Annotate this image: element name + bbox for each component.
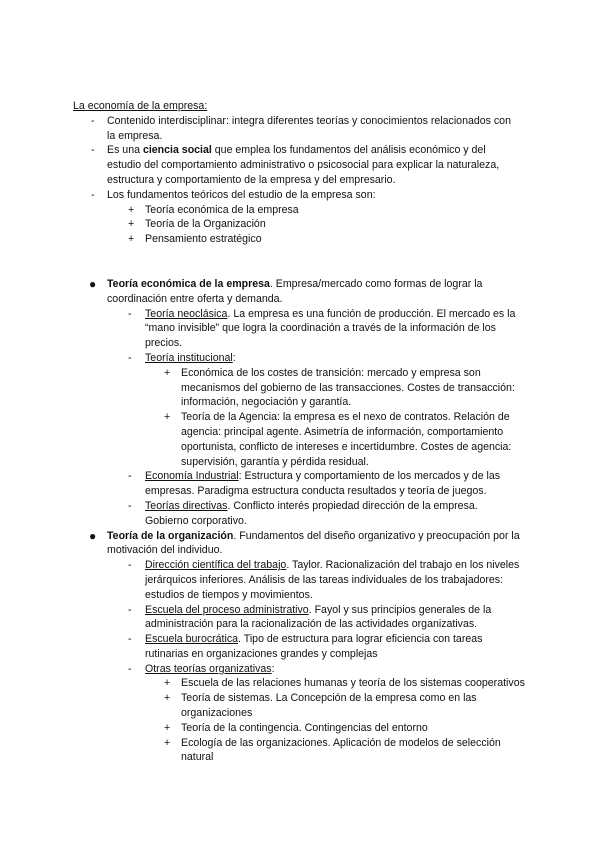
item-text: Es una xyxy=(107,144,143,157)
item-text: Teoría de la Organización xyxy=(145,218,266,231)
underlined-term: Escuela burocrática xyxy=(145,633,239,646)
list-item xyxy=(164,410,526,469)
item-text: Teoría económica de la empresa xyxy=(145,203,299,216)
item-text: Teoría de la Agencia: la empresa es el nexo de contratos. Relación de agencia: principal agente. Asimetría de información, comportamiento oportunista, conflicto de intereses e incertidumbre. Costes de agencia: supervisión, garantía y pérdida residual. xyxy=(181,411,512,468)
list-item xyxy=(128,558,523,602)
item-text: : xyxy=(271,662,275,675)
bullet-marker: ● xyxy=(89,528,97,543)
plus-marker: + xyxy=(164,411,171,424)
list-item xyxy=(128,499,523,529)
item-text: que emplea los fundamentos del análisis económico y del estudio del comportamiento administrativo o psicosocial para explicar la naturaleza, estructura y comportamiento de la empresa y del empresario. xyxy=(107,144,500,186)
item-text: Teoría de la contingencia. Contingencias del entorno xyxy=(181,721,428,734)
list-item xyxy=(164,366,526,410)
list-item xyxy=(128,217,523,232)
item-text: . Taylor. Racionalización del trabajo en los niveles jerárquicos inferiores. Análisis de las tareas individuales de los trabajadores: estudios de tiempos y movimientos. xyxy=(145,559,520,601)
dash-marker: - xyxy=(128,662,132,675)
dash-marker: - xyxy=(91,114,95,127)
dash-marker: - xyxy=(128,499,132,512)
list-item xyxy=(128,351,523,366)
list-item xyxy=(128,307,523,351)
item-text: . Conflicto interés propiedad dirección de la empresa. Gobierno corporativo. xyxy=(145,499,478,527)
plus-marker: + xyxy=(128,218,135,231)
underlined-term: Teoría institucional xyxy=(145,351,233,364)
dash-marker: - xyxy=(128,351,132,364)
list-item xyxy=(164,736,526,766)
item-text: Escuela de las relaciones humanas y teoría de los sistemas cooperativos xyxy=(181,677,525,690)
dash-marker: - xyxy=(128,633,132,646)
plus-marker: + xyxy=(128,203,135,216)
plus-marker: + xyxy=(164,677,171,690)
item-text: . Fundamentos del diseño organizativo y preocupación por la motivación del individuo. xyxy=(107,529,520,557)
item-text: Ecología de las organizaciones. Aplicación de modelos de selección natural xyxy=(181,736,501,764)
item-text: . Tipo de estructura para lograr eficiencia con tareas rutinarias en organizaciones grandes y complejas xyxy=(145,633,483,660)
item-text: . La empresa es una función de producción. El mercado es la “mano invisible” que logra la coordinación a través de la información de los precios. xyxy=(145,307,516,350)
item-text: : Estructura y comportamiento de los mercados y de las empresas. Paradigma estructura conducta resultados y teoría de juegos. xyxy=(145,470,501,498)
list-item xyxy=(128,232,523,247)
item-text: . Empresa/mercado como formas de lograr la coordinación entre oferta y demanda. xyxy=(107,277,483,305)
dash-marker: - xyxy=(128,307,132,320)
plus-marker: + xyxy=(164,721,171,734)
document-page xyxy=(0,99,600,765)
dash-marker: - xyxy=(128,559,132,572)
bullet-item xyxy=(89,528,522,559)
plus-marker: + xyxy=(164,736,171,749)
item-text: . Fayol y sus principios generales de la administración para la racionalización de las actividades organizativas. xyxy=(145,603,492,631)
dash-marker: - xyxy=(128,470,132,483)
list-item xyxy=(164,721,526,736)
list-item xyxy=(91,143,522,187)
underlined-term: Teorías directivas xyxy=(145,499,228,512)
list-item xyxy=(91,114,522,144)
bold-term: ciencia social xyxy=(142,144,212,157)
list-item xyxy=(164,676,526,691)
dash-marker: - xyxy=(91,144,95,157)
underlined-term: Teoría neoclásica xyxy=(145,307,228,320)
underlined-term: Otras teorías organizativas xyxy=(145,662,272,675)
bold-term: Teoría de la organización xyxy=(107,529,234,542)
list-item xyxy=(164,691,526,721)
list-item xyxy=(128,469,523,499)
section-title: La economía de la empresa: xyxy=(73,100,208,112)
plus-marker: + xyxy=(164,366,171,379)
list-item xyxy=(128,662,523,677)
bullet-marker: ● xyxy=(89,276,97,291)
underlined-term: Escuela del proceso administrativo xyxy=(145,603,309,616)
underlined-term: Economía Industrial xyxy=(145,470,239,483)
item-text: Los fundamentos teóricos del estudio de la empresa son: xyxy=(107,188,376,201)
list-item xyxy=(128,632,523,662)
dash-marker: - xyxy=(128,603,132,616)
item-text: Contenido interdisciplinar: integra diferentes teorías y conocimientos relacionados con la empresa. xyxy=(107,114,511,142)
bullet-item xyxy=(89,276,522,307)
plus-marker: + xyxy=(164,692,171,705)
list-item xyxy=(128,603,523,633)
list-item xyxy=(91,188,522,203)
plus-marker: + xyxy=(128,233,135,246)
item-text: Pensamiento estratégico xyxy=(145,233,262,246)
item-text: Teoría de sistemas. La Concepción de la empresa como en las organizaciones xyxy=(181,692,477,720)
list-item xyxy=(128,203,523,218)
dash-marker: - xyxy=(91,188,95,201)
bold-term: Teoría económica de la empresa xyxy=(107,277,270,290)
item-text: : xyxy=(232,351,236,364)
item-text: Económica de los costes de transición: mercado y empresa son mecanismos del gobierno de las transacciones. Costes de transacción: información, negociación y garantía. xyxy=(181,366,515,409)
underlined-term: Dirección científica del trabajo xyxy=(145,559,287,572)
